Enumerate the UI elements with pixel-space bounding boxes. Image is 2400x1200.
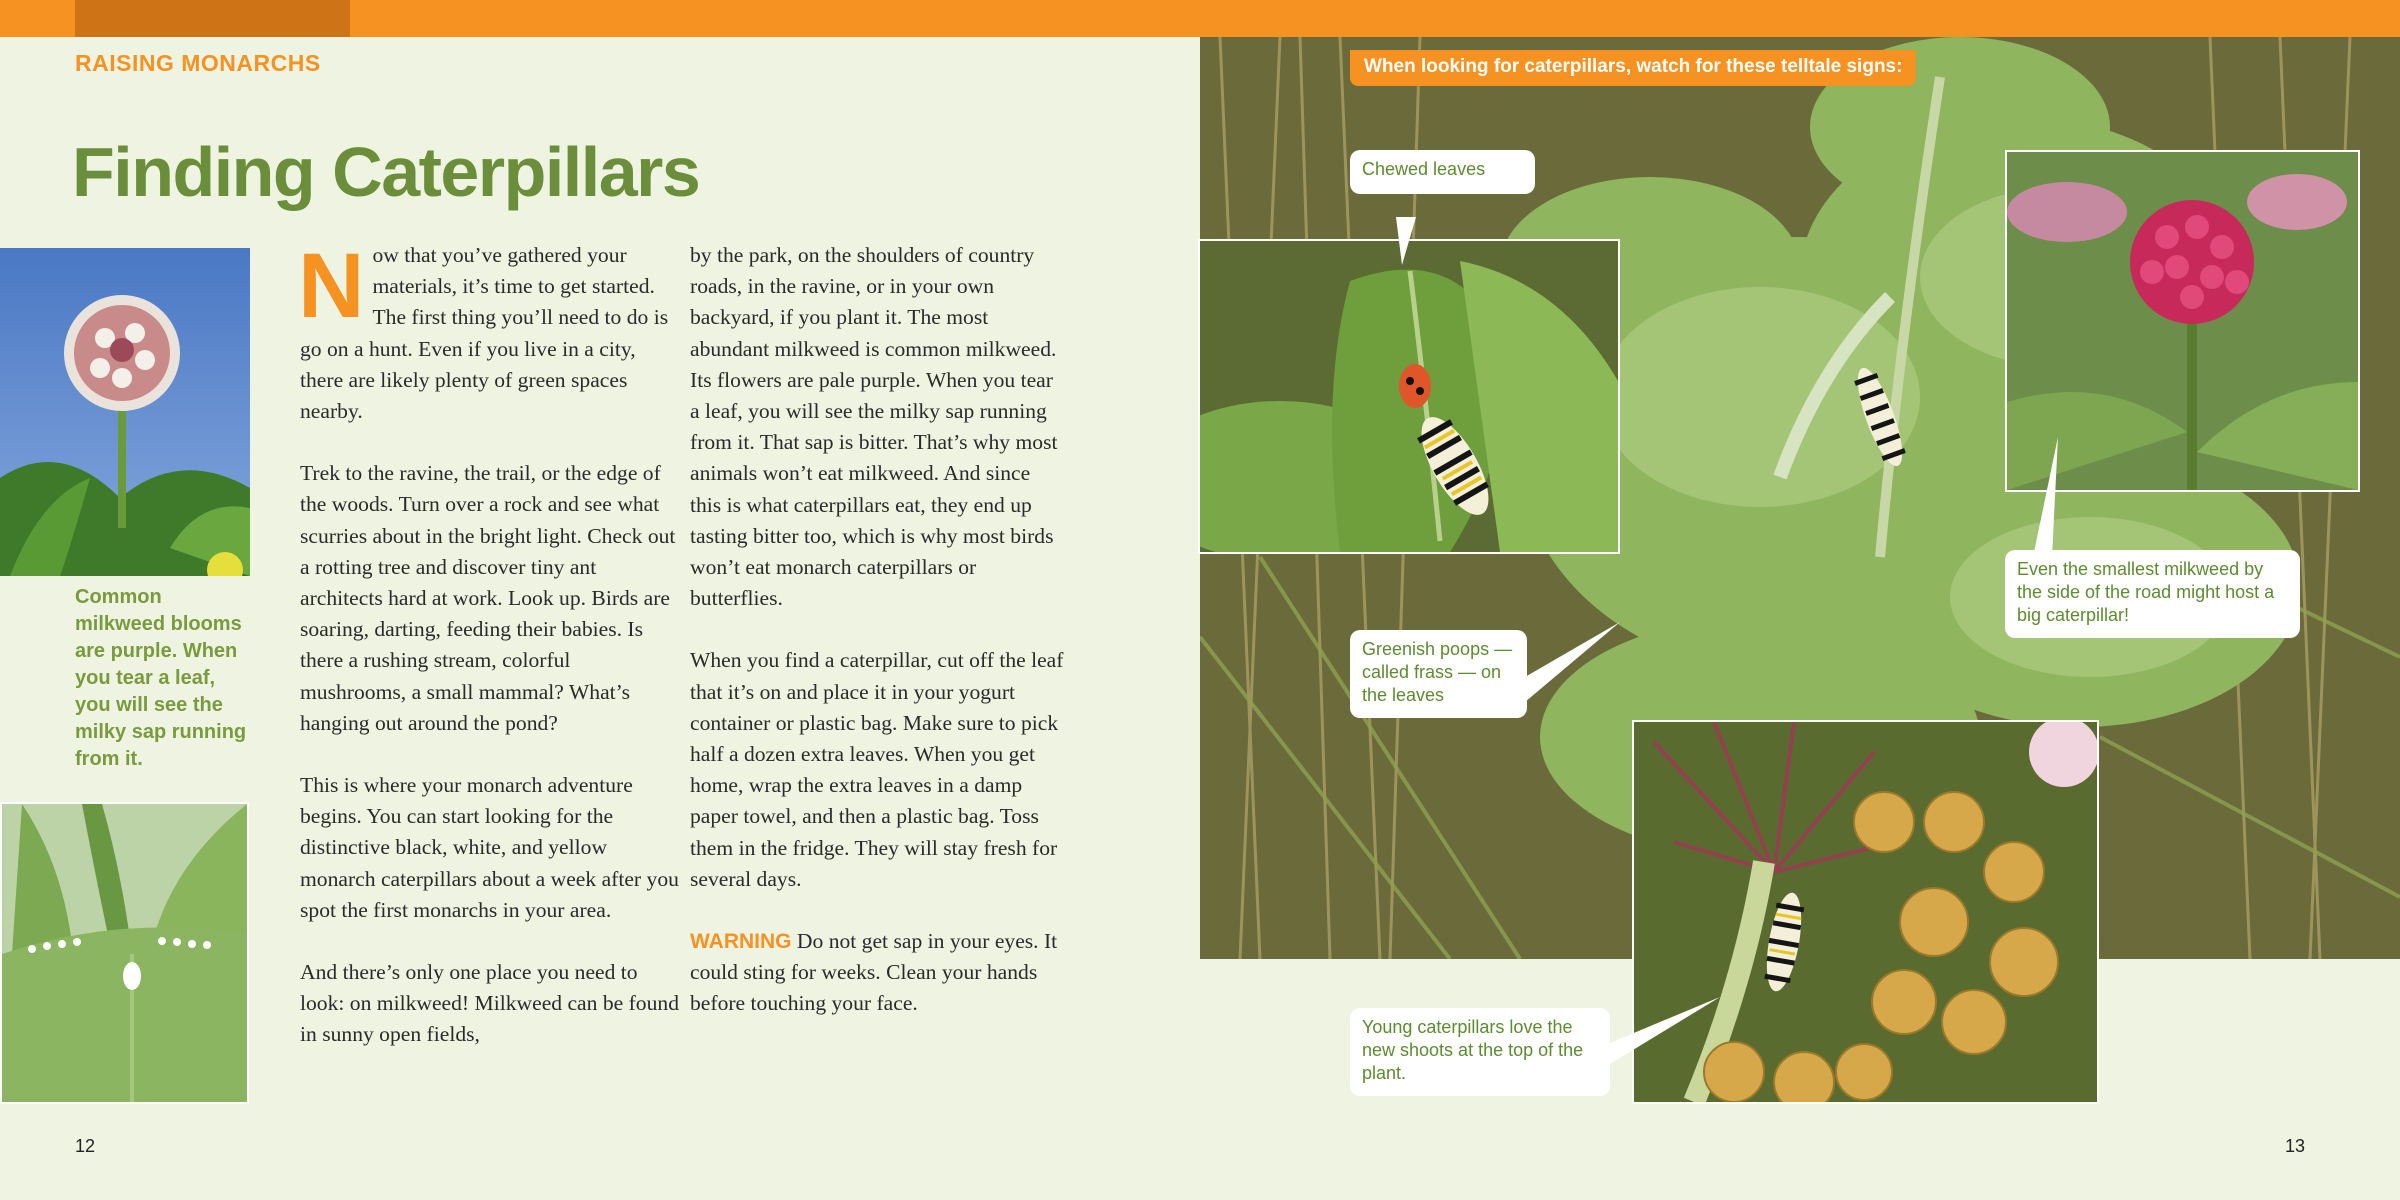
paragraph-5: by the park, on the shoulders of country roads, in the ravine, or in your own backyard, if you plant it. The most abundant milkweed is common milkweed. Its flowers are pale purple. When you tear a leaf, you will see the milky sap running from it. That sap is bitter. That’s why most animals won’t eat milkweed. And since this is what caterpillars eat, they end up tasting bitter too, which is why most birds won’t eat monarch caterpillars or butterflies.: [690, 243, 1058, 611]
chewed-leaves-pointer: [1396, 217, 1416, 265]
smallest-milkweed-pointer: [2033, 437, 2058, 557]
section-label: RAISING MONARCHS: [75, 50, 321, 76]
paragraph-1-text: ow that you’ve gathered your materials, it’s time to get started. The first thing you’ll need to do is go on a hunt. Even if you live in a city, there are likely plenty of green spaces nearby.: [300, 243, 669, 424]
callout-chewed-leaves: Chewed leaves: [1350, 150, 1535, 194]
top-color-bar: [0, 0, 2400, 37]
paragraph-6: When you find a caterpillar, cut off the leaf that it’s on and place it in your yogurt container or plastic bag. Make sure to pick half a dozen extra leaves. When you get home, wrap the extra leaves in a damp paper towel, and then a plastic bag. Toss them in the fridge. They will stay fresh for several days.: [690, 648, 1064, 891]
body-column-1: [298, 235, 680, 1082]
young-caterpillar-pointer: [1605, 997, 1720, 1067]
drop-cap: N: [298, 235, 365, 337]
warning-label: WARNING: [690, 930, 792, 954]
paragraph-3: This is where your monarch adventure begins. You can start looking for the distinctive black, white, and yellow monarch caterpillars about a week after you spot the first monarchs in your area.: [300, 773, 679, 922]
callout-smallest-milkweed: Even the smallest milkweed by the side of the road might host a big caterpillar!: [2005, 550, 2300, 638]
page-number-right: 13: [2285, 1136, 2306, 1156]
paragraph-2: Trek to the ravine, the trail, or the edge of the woods. Turn over a rock and see what scurries about in the bright light. Check out a rotting tree and discover tiny ant architects hard at work. Look up. Birds are soaring, darting, feeding their babies. Is there a rushing stream, colorful mushrooms, a small mammal? What’s hanging out around the pond?: [300, 461, 676, 735]
page-title: Finding Caterpillars: [72, 133, 700, 211]
photo-caption: Common milkweed blooms are purple. When you tear a leaf, you will see the milky sap running from it.: [75, 586, 247, 770]
milkweed-bloom-photo: [0, 248, 250, 576]
warning-paragraph: [690, 926, 1065, 1020]
callout-young-caterpillars: Young caterpillars love the new shoots at the top of the plant.: [1350, 1008, 1610, 1096]
top-bar-accent: [75, 0, 350, 37]
page-number-left: 12: [75, 1136, 96, 1156]
telltale-signs-banner: When looking for caterpillars, watch for these telltale signs:: [1350, 50, 1916, 86]
callout-frass: Greenish poops — called frass — on the leaves: [1350, 630, 1527, 718]
paragraph-1: [298, 235, 680, 427]
body-column-2: [690, 240, 1065, 1051]
frass-pointer: [1525, 622, 1620, 702]
warning-text: Do not get sap in your eyes. It could sting for weeks. Clean your hands before touching your face.: [690, 929, 1058, 1016]
paragraph-4: And there’s only one place you need to look: on milkweed! Milkweed can be found in sunny open fields,: [300, 960, 679, 1047]
milkweed-sap-photo: [0, 802, 249, 1104]
